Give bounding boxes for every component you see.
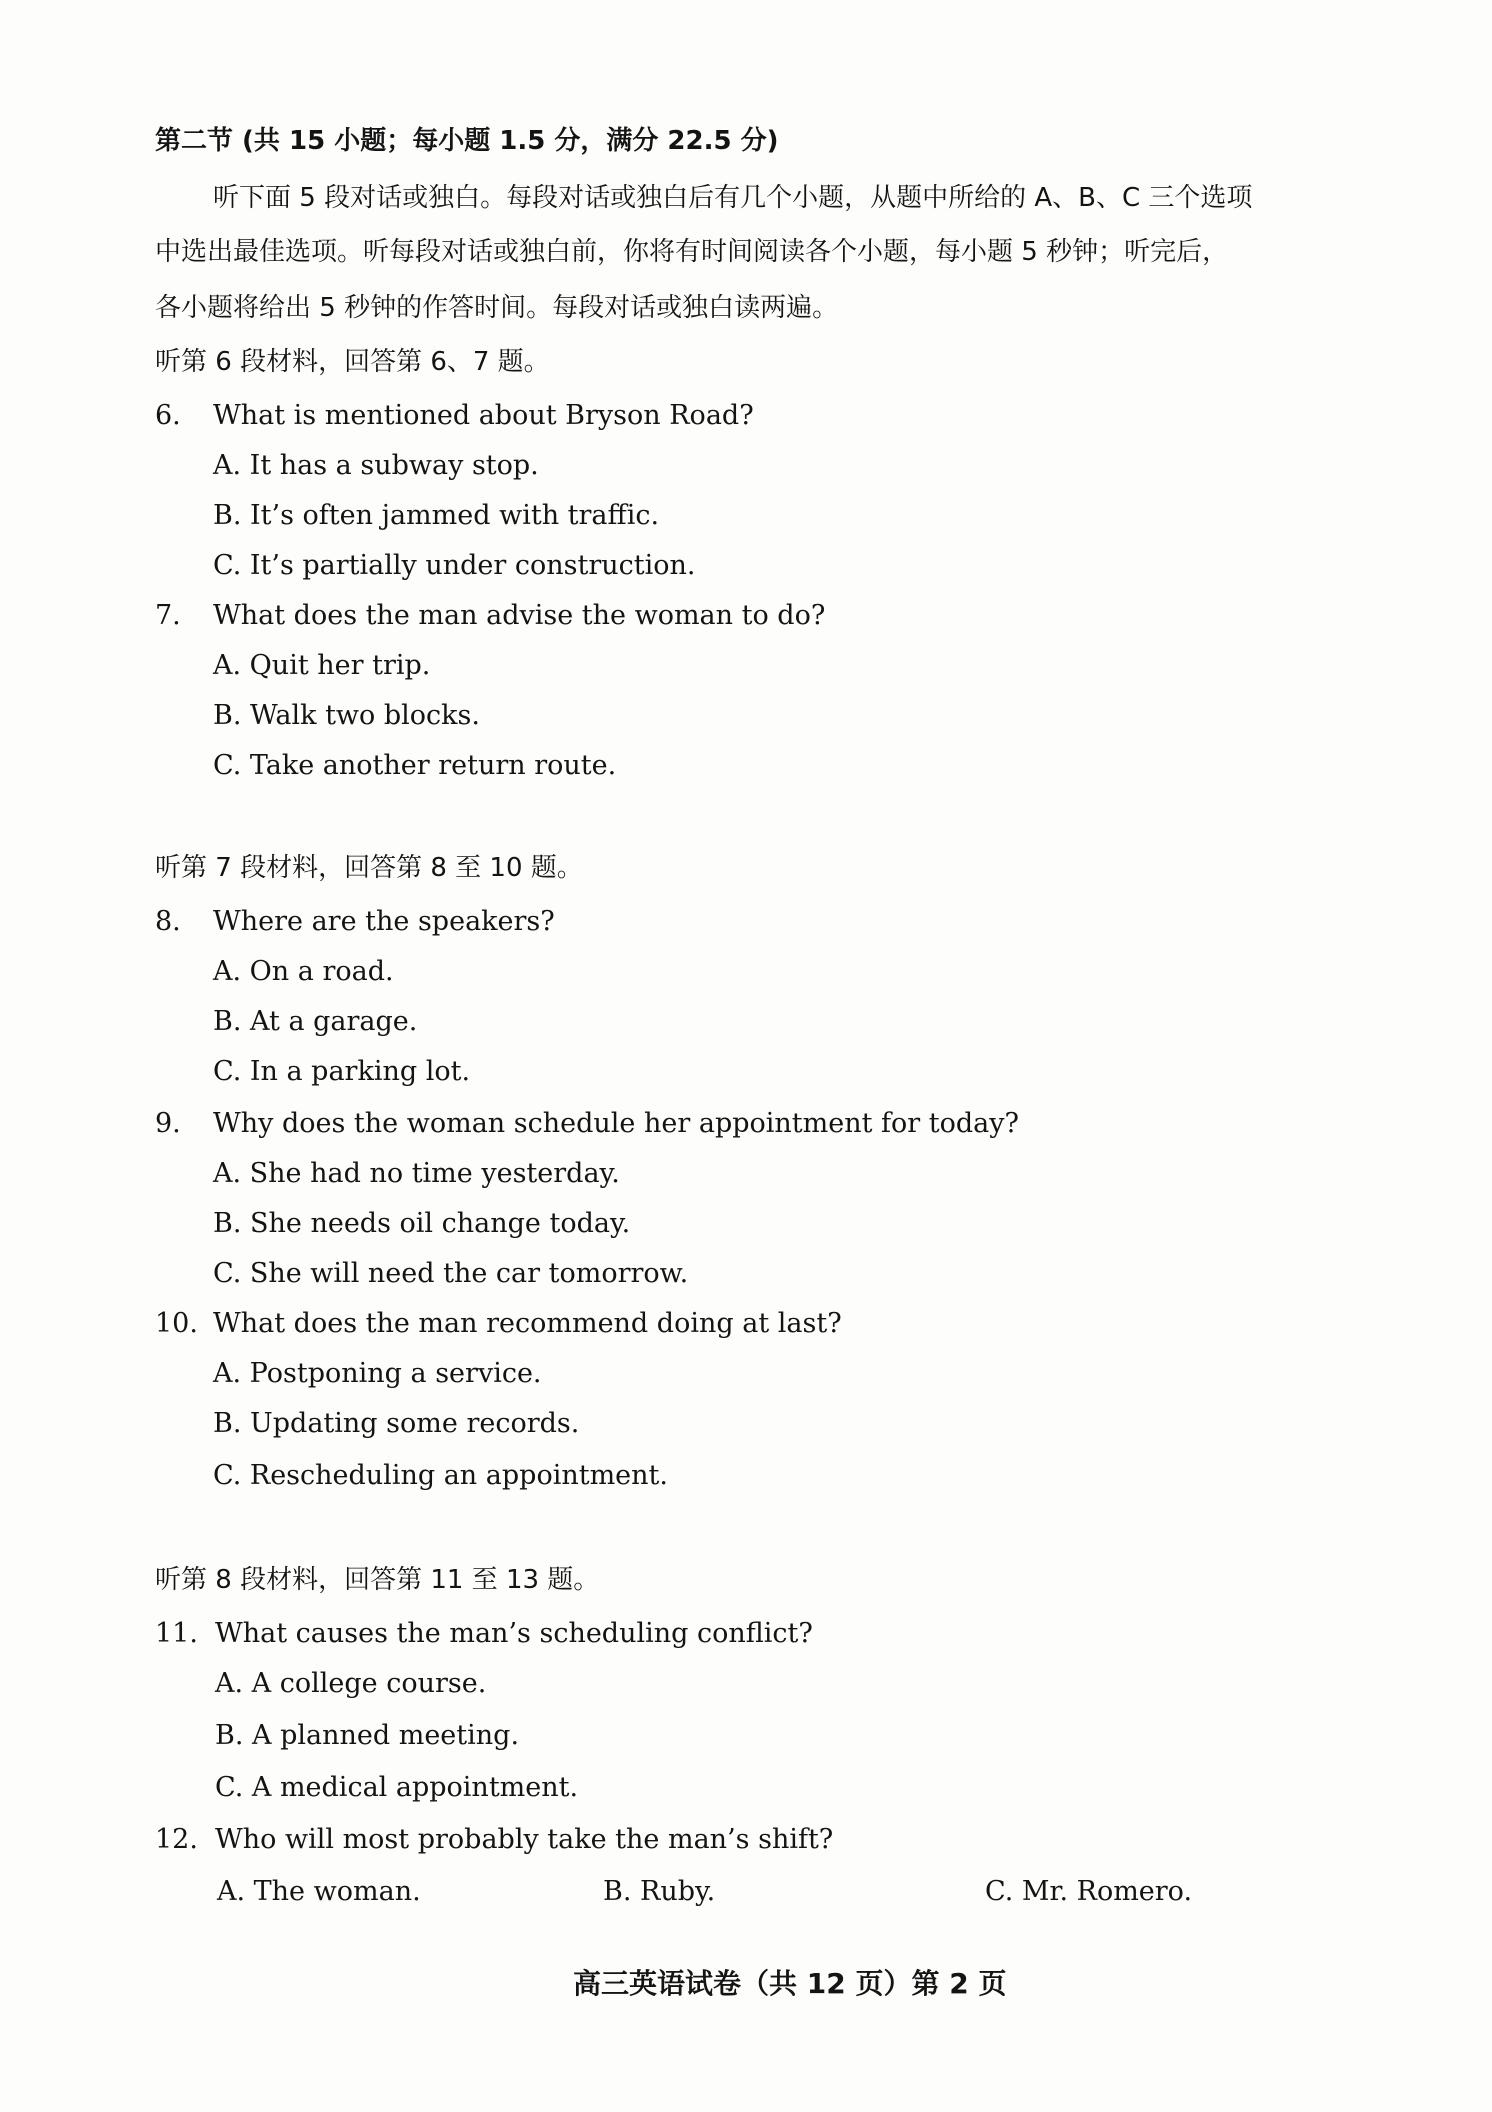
question-text: What does the man recommend doing at last? <box>213 1308 842 1339</box>
question-number: 11. <box>155 1618 198 1649</box>
option-b: B. At a garage. <box>213 1006 418 1037</box>
option-a: A. She had no time yesterday. <box>213 1158 620 1189</box>
group-intro: 听第 8 段材料，回答第 11 至 13 题。 <box>155 1565 600 1595</box>
option-b: B. Walk two blocks. <box>213 700 480 731</box>
question-text: What does the man advise the woman to do? <box>213 600 826 631</box>
question-text: What is mentioned about Bryson Road? <box>213 400 754 431</box>
question-text: Why does the woman schedule her appointment for today? <box>213 1108 1019 1139</box>
section-heading: 第二节 (共 15 小题；每小题 1.5 分，满分 22.5 分) <box>155 126 779 156</box>
option-c: C. Rescheduling an appointment. <box>213 1460 668 1491</box>
option-b: B. Updating some records. <box>213 1408 580 1439</box>
instruction-line: 各小题将给出 5 秒钟的作答时间。每段对话或独白读两遍。 <box>155 293 839 323</box>
option-c: C. A medical appointment. <box>215 1772 579 1803</box>
option-c: C. Mr. Romero. <box>985 1876 1193 1907</box>
page-footer: 高三英语试卷（共 12 页）第 2 页 <box>573 1967 1007 2000</box>
question-number: 10. <box>155 1308 198 1339</box>
option-a: A. Quit her trip. <box>213 650 431 681</box>
question-number: 9. <box>155 1108 181 1139</box>
option-c: C. Take another return route. <box>213 750 617 781</box>
option-b: B. It’s often jammed with traffic. <box>213 500 660 531</box>
group-intro: 听第 6 段材料，回答第 6、7 题。 <box>155 347 550 377</box>
option-c: C. She will need the car tomorrow. <box>213 1258 689 1289</box>
question-number: 8. <box>155 906 181 937</box>
option-a: A. The woman. <box>217 1876 421 1907</box>
option-a: A. Postponing a service. <box>213 1358 542 1389</box>
question-number: 12. <box>155 1824 198 1855</box>
option-c: C. It’s partially under construction. <box>213 550 696 581</box>
question-text: What causes the man’s scheduling conflict? <box>215 1618 813 1649</box>
option-b: B. She needs oil change today. <box>213 1208 631 1239</box>
question-text: Where are the speakers? <box>213 906 555 937</box>
option-a: A. On a road. <box>213 956 394 987</box>
question-number: 6. <box>155 400 181 431</box>
option-a: A. A college course. <box>215 1668 487 1699</box>
option-a: A. It has a subway stop. <box>213 450 539 481</box>
option-b: B. A planned meeting. <box>215 1720 520 1751</box>
question-number: 7. <box>155 600 181 631</box>
option-b: B. Ruby. <box>603 1876 716 1907</box>
instruction-line: 听下面 5 段对话或独白。每段对话或独白后有几个小题，从题中所给的 A、B、C 三个选项 <box>213 183 1253 213</box>
group-intro: 听第 7 段材料，回答第 8 至 10 题。 <box>155 853 583 883</box>
question-text: Who will most probably take the man’s shift? <box>215 1824 834 1855</box>
option-c: C. In a parking lot. <box>213 1056 471 1087</box>
instruction-line: 中选出最佳选项。听每段对话或独白前，你将有时间阅读各个小题，每小题 5 秒钟；听完后， <box>155 237 1229 267</box>
